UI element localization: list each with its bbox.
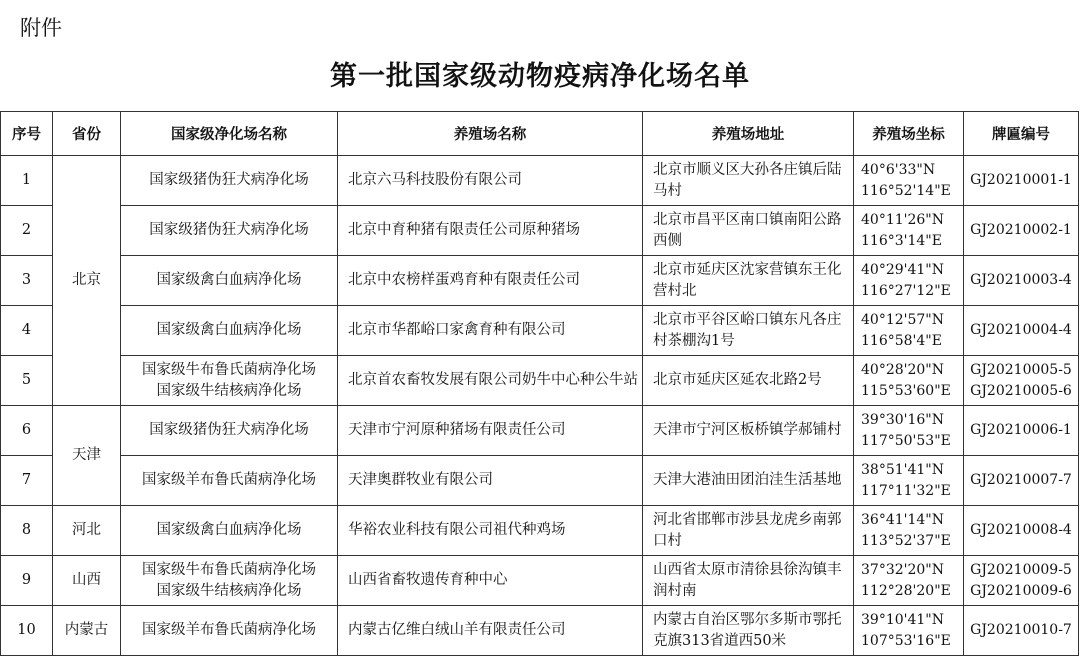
column-header-purification-farm-name: 国家级净化场名称 [121, 112, 338, 156]
column-header-farm-coordinates: 养殖场坐标 [854, 112, 964, 156]
purification-farm-name-line: 国家级牛结核病净化场 [156, 382, 302, 399]
plaque-number-line: GJ20210004-4 [970, 322, 1072, 338]
farm-coordinates [854, 206, 964, 256]
column-header-farm-name: 养殖场名称 [338, 112, 643, 156]
farm-name: 北京中农榜样蛋鸡育种有限责任公司 [338, 256, 643, 306]
latitude: 40°28'20"N [861, 361, 944, 378]
farm-name: 北京市华都峪口家禽育种有限公司 [338, 306, 643, 356]
table-row [1, 206, 1079, 256]
row-number: 2 [1, 206, 53, 256]
row-number: 9 [1, 556, 53, 606]
table-row [1, 456, 1079, 506]
row-number: 5 [1, 356, 53, 406]
latitude: 36°41'14"N [861, 511, 944, 528]
plaque-number-line: GJ20210006-1 [970, 422, 1072, 438]
province-cell: 北京 [53, 156, 121, 406]
latitude: 40°6'33"N [861, 161, 936, 178]
farm-coordinates [854, 506, 964, 556]
province-cell: 天津 [53, 406, 121, 506]
latitude: 38°51'41"N [861, 461, 944, 478]
purification-farm-name-line: 国家级羊布鲁氏菌病净化场 [142, 472, 316, 488]
plaque-number-line: GJ20210007-7 [970, 472, 1072, 488]
table-row [1, 156, 1079, 206]
farm-name: 山西省畜牧遗传育种中心 [338, 556, 643, 606]
table-row [1, 556, 1079, 606]
farm-coordinates [854, 556, 964, 606]
farm-name: 北京中育种猪有限责任公司原种猪场 [338, 206, 643, 256]
farm-coordinates [854, 406, 964, 456]
longitude: 117°11'32"E [861, 482, 951, 499]
row-number: 4 [1, 306, 53, 356]
plaque-number-line: GJ20210008-4 [970, 522, 1072, 538]
plaque-number [964, 256, 1079, 306]
farm-address: 北京市延庆区沈家营镇东王化营村北 [643, 256, 854, 306]
table-row [1, 406, 1079, 456]
purification-farm-name-line: 国家级牛布鲁氏菌病净化场 [142, 561, 316, 578]
table-row [1, 606, 1079, 656]
longitude: 116°58'4"E [861, 332, 942, 349]
longitude: 116°27'12"E [861, 282, 951, 299]
plaque-number [964, 506, 1079, 556]
plaque-number-line: GJ20210003-4 [970, 272, 1072, 288]
plaque-number [964, 156, 1079, 206]
column-header-no: 序号 [1, 112, 53, 156]
document-title: 第一批国家级动物疫病净化场名单 [330, 61, 750, 92]
province-cell: 河北 [53, 506, 121, 556]
farm-address: 天津市宁河区板桥镇学郝铺村 [643, 406, 854, 456]
purification-farm-name [121, 356, 338, 406]
row-number: 6 [1, 406, 53, 456]
province-cell: 内蒙古 [53, 606, 121, 656]
plaque-number [964, 406, 1079, 456]
plaque-number [964, 556, 1079, 606]
farm-name: 北京首农畜牧发展有限公司奶牛中心种公牛站 [338, 356, 643, 406]
attachment-label: 附件 [20, 16, 62, 40]
latitude: 40°12'57"N [861, 311, 944, 328]
longitude: 117°50'53"E [861, 432, 951, 449]
plaque-number [964, 356, 1079, 406]
province-cell: 山西 [53, 556, 121, 606]
longitude: 107°53'16"E [861, 632, 951, 649]
row-number: 7 [1, 456, 53, 506]
farm-address: 河北省邯郸市涉县龙虎乡南郭口村 [643, 506, 854, 556]
farm-address: 内蒙古自治区鄂尔多斯市鄂托克旗313省道西50米 [643, 606, 854, 656]
farm-list-table [0, 111, 1079, 656]
farm-address: 北京市平谷区峪口镇东凡各庄村茶棚沟1号 [643, 306, 854, 356]
purification-farm-name [121, 606, 338, 656]
farm-address: 天津大港油田团泊洼生活基地 [643, 456, 854, 506]
plaque-number-line: GJ20210009-6 [970, 582, 1072, 599]
latitude: 37°32'20"N [861, 561, 944, 578]
row-number: 10 [1, 606, 53, 656]
plaque-number [964, 306, 1079, 356]
purification-farm-name-line: 国家级牛结核病净化场 [156, 582, 302, 599]
latitude: 40°29'41"N [861, 261, 944, 278]
farm-address: 山西省太原市清徐县徐沟镇丰润村南 [643, 556, 854, 606]
purification-farm-name [121, 556, 338, 606]
farm-name: 天津奥群牧业有限公司 [338, 456, 643, 506]
plaque-number [964, 606, 1079, 656]
plaque-number-line: GJ20210010-7 [970, 622, 1072, 638]
column-header-farm-address: 养殖场地址 [643, 112, 854, 156]
purification-farm-name [121, 206, 338, 256]
purification-farm-name-line: 国家级禽白血病净化场 [156, 322, 302, 338]
table-row [1, 306, 1079, 356]
farm-address: 北京市顺义区大孙各庄镇后陆马村 [643, 156, 854, 206]
farm-coordinates [854, 456, 964, 506]
purification-farm-name-line: 国家级禽白血病净化场 [156, 522, 302, 538]
purification-farm-name-line: 国家级牛布鲁氏菌病净化场 [142, 361, 316, 378]
purification-farm-name [121, 506, 338, 556]
purification-farm-name-line: 国家级猪伪狂犬病净化场 [149, 222, 309, 238]
plaque-number-line: GJ20210002-1 [970, 222, 1072, 238]
purification-farm-name-line: 国家级禽白血病净化场 [156, 272, 302, 288]
column-header-province: 省份 [53, 112, 121, 156]
purification-farm-name [121, 256, 338, 306]
table-row [1, 356, 1079, 406]
farm-name: 天津市宁河原种猪场有限责任公司 [338, 406, 643, 456]
table-row [1, 506, 1079, 556]
plaque-number-line: GJ20210005-5 [970, 361, 1072, 378]
latitude: 40°11'26"N [861, 211, 944, 228]
purification-farm-name [121, 156, 338, 206]
plaque-number [964, 206, 1079, 256]
purification-farm-name [121, 456, 338, 506]
farm-coordinates [854, 356, 964, 406]
farm-address: 北京市昌平区南口镇南阳公路西侧 [643, 206, 854, 256]
farm-address: 北京市延庆区延农北路2号 [643, 356, 854, 406]
plaque-number-line: GJ20210005-6 [970, 382, 1072, 399]
longitude: 112°28'20"E [861, 582, 951, 599]
latitude: 39°10'41"N [861, 611, 944, 628]
farm-coordinates [854, 306, 964, 356]
purification-farm-name [121, 306, 338, 356]
purification-farm-name-line: 国家级猪伪狂犬病净化场 [149, 172, 309, 188]
farm-name: 华裕农业科技有限公司祖代种鸡场 [338, 506, 643, 556]
row-number: 1 [1, 156, 53, 206]
longitude: 113°52'37"E [861, 532, 951, 549]
plaque-number [964, 456, 1079, 506]
longitude: 116°3'14"E [861, 232, 942, 249]
latitude: 39°30'16"N [861, 411, 944, 428]
farm-name: 内蒙古亿维白绒山羊有限责任公司 [338, 606, 643, 656]
purification-farm-name [121, 406, 338, 456]
row-number: 3 [1, 256, 53, 306]
table-row [1, 256, 1079, 306]
purification-farm-name-line: 国家级羊布鲁氏菌病净化场 [142, 622, 316, 638]
farm-coordinates [854, 156, 964, 206]
farm-name: 北京六马科技股份有限公司 [338, 156, 643, 206]
farm-coordinates [854, 606, 964, 656]
longitude: 115°53'60"E [861, 382, 951, 399]
plaque-number-line: GJ20210001-1 [970, 172, 1072, 188]
table-header-row [1, 112, 1079, 156]
column-header-plaque-number: 牌匾编号 [964, 112, 1079, 156]
plaque-number-line: GJ20210009-5 [970, 561, 1072, 578]
row-number: 8 [1, 506, 53, 556]
farm-coordinates [854, 256, 964, 306]
longitude: 116°52'14"E [861, 182, 951, 199]
purification-farm-name-line: 国家级猪伪狂犬病净化场 [149, 422, 309, 438]
